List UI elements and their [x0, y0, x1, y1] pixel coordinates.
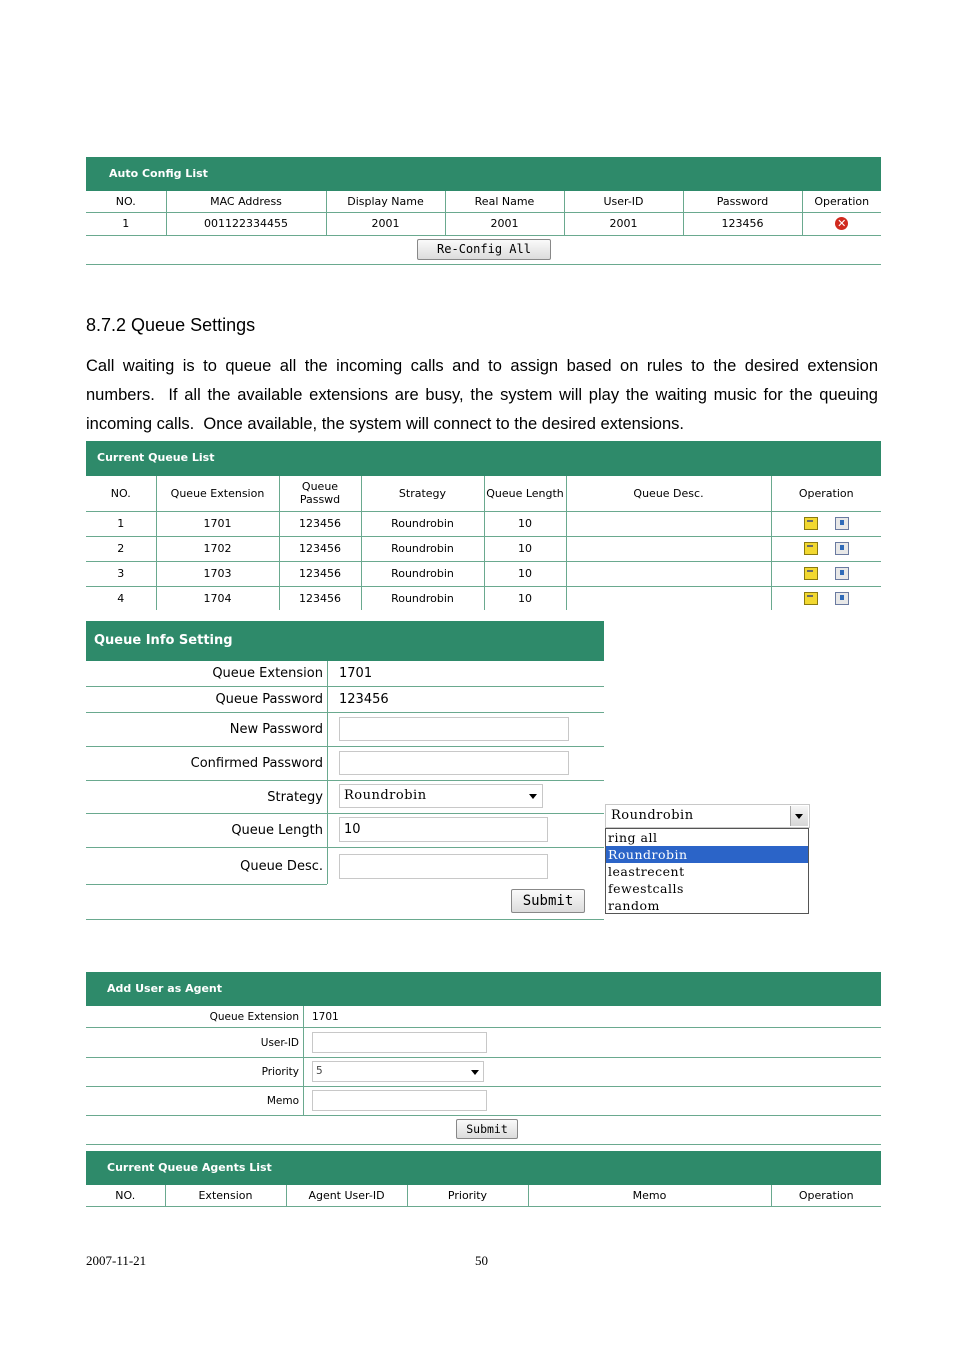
col-operation: Operation: [802, 191, 881, 212]
cell-passwd: 123456: [279, 536, 361, 561]
auto-config-title-bar: [86, 157, 881, 191]
section-heading: 8.7.2 Queue Settings: [86, 315, 256, 335]
cell-mac: 001122334455: [166, 212, 326, 235]
cell-length: 10: [484, 561, 566, 586]
col-real-name: Real Name: [445, 191, 564, 212]
edit-icon[interactable]: [804, 567, 818, 580]
col-extension: Extension: [165, 1185, 286, 1206]
queue-length-input[interactable]: [339, 817, 548, 842]
chevron-down-icon: [529, 794, 537, 799]
add-agent-form: [86, 1006, 881, 1145]
cell-operation: [771, 511, 881, 536]
col-queue-passwd: Queue Passwd: [279, 476, 361, 511]
col-password: Password: [683, 191, 802, 212]
agent-queue-extension-value: 1701: [312, 1011, 339, 1023]
cell-passwd: 123456: [279, 586, 361, 610]
user-id-label: User-ID: [260, 1037, 299, 1049]
cell-length: 10: [484, 511, 566, 536]
priority-select[interactable]: [312, 1061, 484, 1082]
queue-info-title: Queue Info Setting: [94, 633, 233, 648]
cell-operation: [771, 536, 881, 561]
queue-desc-input[interactable]: [339, 854, 548, 879]
chevron-down-icon: [795, 814, 803, 819]
dropdown-option[interactable]: fewestcalls: [608, 881, 684, 896]
add-agent-title: Add User as Agent: [107, 982, 223, 995]
table-row: [86, 212, 881, 235]
col-user-id: User-ID: [564, 191, 683, 212]
cell-extension: 1702: [156, 536, 279, 561]
table-row: [86, 536, 881, 561]
queue-length-input-value: 10: [344, 822, 361, 837]
cell-display-name: 2001: [326, 212, 445, 235]
add-agent-icon[interactable]: [835, 517, 849, 530]
strategy-dropdown[interactable]: [605, 804, 810, 828]
col-queue-desc: Queue Desc.: [566, 476, 771, 511]
edit-icon[interactable]: [804, 517, 818, 530]
confirmed-password-label: Confirmed Password: [190, 756, 323, 771]
cell-no: 3: [86, 561, 156, 586]
strategy-select[interactable]: [339, 784, 543, 808]
agent-queue-extension-label: Queue Extension: [209, 1011, 299, 1023]
footer-date: 2007-11-21: [86, 1253, 147, 1268]
new-password-label: New Password: [229, 722, 323, 737]
col-agent-user-id: Agent User-ID: [286, 1185, 407, 1206]
footer-page-number: 50: [475, 1253, 488, 1268]
cell-desc: [566, 536, 771, 561]
cell-operation: [802, 212, 881, 235]
col-mac: MAC Address: [166, 191, 326, 212]
col-no: NO.: [86, 191, 166, 212]
cell-extension: 1701: [156, 511, 279, 536]
strategy-dropdown-list: [605, 828, 809, 914]
queue-list-title: Current Queue List: [97, 451, 215, 464]
cell-passwd: 123456: [279, 511, 361, 536]
col-operation: Operation: [771, 476, 881, 511]
col-queue-extension: Queue Extension: [156, 476, 279, 511]
user-id-input[interactable]: [312, 1032, 487, 1053]
dropdown-option[interactable]: ring all: [608, 830, 658, 845]
cell-passwd: 123456: [279, 561, 361, 586]
queue-length-label: Queue Length: [231, 823, 323, 838]
priority-select-value: 5: [316, 1065, 323, 1077]
queue-list-table: [86, 476, 881, 610]
edit-icon[interactable]: [804, 542, 818, 555]
agents-list-table: [86, 1185, 881, 1207]
cell-extension: 1703: [156, 561, 279, 586]
strategy-dropdown-value: Roundrobin: [611, 808, 694, 823]
cell-operation: [771, 586, 881, 610]
queue-info-title-bar: [86, 621, 604, 661]
cell-no: 1: [86, 511, 156, 536]
queue-password-value: 123456: [339, 692, 389, 707]
queue-info-form: [86, 661, 604, 920]
strategy-label: Strategy: [267, 790, 323, 805]
col-queue-length: Queue Length: [484, 476, 566, 511]
queue-desc-label: Queue Desc.: [240, 859, 323, 874]
section-paragraph: Call waiting is to queue all the incoming calls and to assign based on rules to the desired extension numbers. If all the available extensions are busy, the system will play the waiting music for the queuing incoming calls. Once available, the system will connect to the desired extensions.: [86, 357, 883, 433]
queue-extension-value: 1701: [339, 666, 373, 681]
cell-desc: [566, 586, 771, 610]
memo-input[interactable]: [312, 1090, 487, 1111]
cell-length: 10: [484, 586, 566, 610]
add-agent-icon[interactable]: [835, 592, 849, 605]
queue-password-label: Queue Password: [215, 692, 323, 707]
cell-password: 123456: [683, 212, 802, 235]
cell-strategy: Roundrobin: [361, 561, 484, 586]
chevron-down-icon: [471, 1070, 479, 1075]
cell-strategy: Roundrobin: [361, 586, 484, 610]
cell-operation: [771, 561, 881, 586]
add-agent-icon[interactable]: [835, 567, 849, 580]
delete-icon[interactable]: ✕: [837, 217, 847, 230]
new-password-input[interactable]: [339, 717, 569, 741]
cell-real-name: 2001: [445, 212, 564, 235]
dropdown-option-selected[interactable]: Roundrobin: [606, 846, 808, 863]
priority-label: Priority: [261, 1066, 299, 1078]
add-agent-title-bar: [86, 972, 881, 1006]
table-row: [86, 586, 881, 610]
cell-length: 10: [484, 536, 566, 561]
dropdown-option[interactable]: leastrecent: [608, 864, 685, 879]
queue-info-submit-button[interactable]: Submit: [511, 889, 585, 913]
cell-strategy: Roundrobin: [361, 511, 484, 536]
confirmed-password-input[interactable]: [339, 751, 569, 775]
cell-no: 1: [86, 212, 166, 235]
cell-user-id: 2001: [564, 212, 683, 235]
queue-extension-label: Queue Extension: [212, 666, 323, 681]
cell-strategy: Roundrobin: [361, 536, 484, 561]
cell-extension: 1704: [156, 586, 279, 610]
cell-desc: [566, 561, 771, 586]
add-agent-submit-button[interactable]: Submit: [456, 1119, 518, 1139]
col-no: NO.: [86, 476, 156, 511]
add-agent-icon[interactable]: [835, 542, 849, 555]
agents-list-title-bar: [86, 1151, 881, 1185]
dropdown-option[interactable]: random: [608, 898, 660, 913]
memo-label: Memo: [266, 1095, 299, 1107]
edit-icon[interactable]: [804, 592, 818, 605]
col-display-name: Display Name: [326, 191, 445, 212]
queue-list-title-bar: [86, 441, 881, 476]
dropdown-button[interactable]: [790, 806, 808, 826]
col-memo: Memo: [528, 1185, 771, 1206]
col-priority: Priority: [407, 1185, 528, 1206]
cell-no: 2: [86, 536, 156, 561]
col-strategy: Strategy: [361, 476, 484, 511]
cell-desc: [566, 511, 771, 536]
reconfig-all-button[interactable]: Re-Config All: [417, 239, 551, 260]
table-row: [86, 511, 881, 536]
table-row: [86, 561, 881, 586]
col-no: NO.: [86, 1185, 165, 1206]
col-operation: Operation: [771, 1185, 881, 1206]
agents-list-title: Current Queue Agents List: [107, 1161, 272, 1174]
auto-config-title: Auto Config List: [109, 167, 208, 180]
strategy-select-value: Roundrobin: [344, 788, 427, 803]
cell-no: 4: [86, 586, 156, 610]
